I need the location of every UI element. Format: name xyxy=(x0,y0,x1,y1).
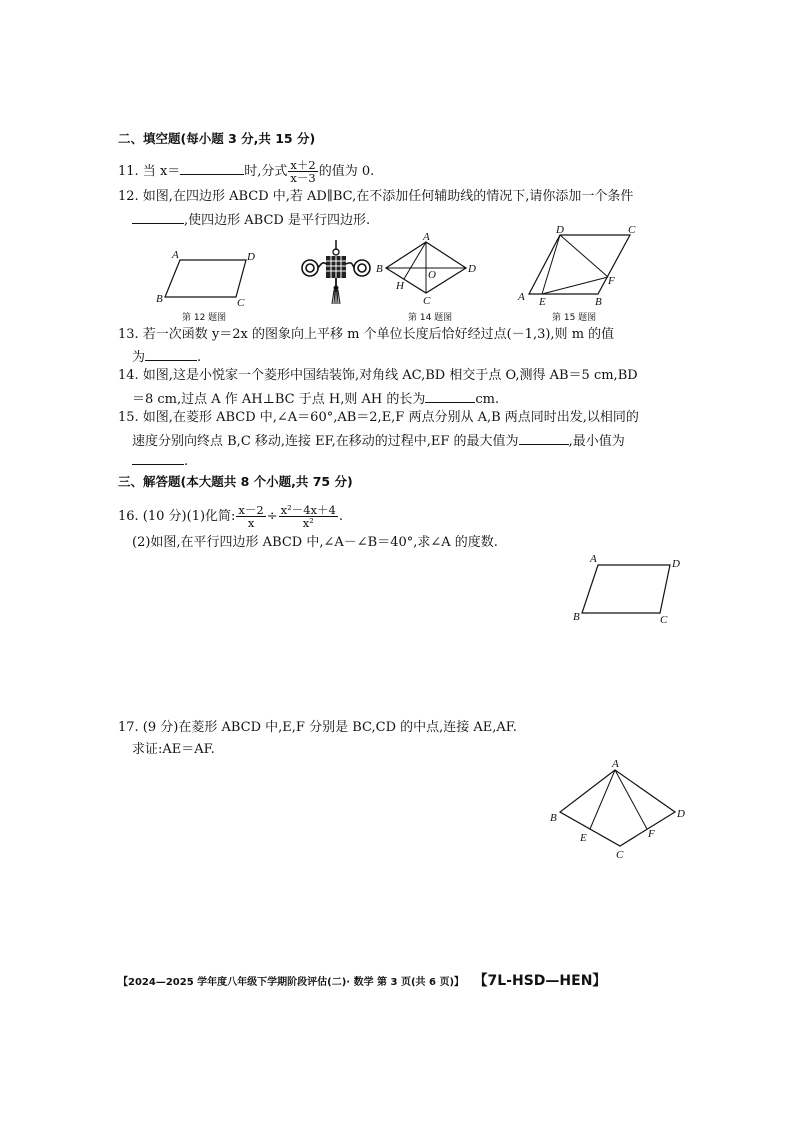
fig15-label-D: D xyxy=(556,224,564,236)
question-12-line2 xyxy=(132,210,370,229)
q11-fraction xyxy=(288,159,317,184)
q14-answer-blank[interactable] xyxy=(425,389,475,403)
q11-text-mid: 时,分式 xyxy=(244,164,288,179)
q16-f2-denominator: x² xyxy=(302,516,314,530)
fig16-label-D: D xyxy=(672,558,680,570)
q14-text-pre: ＝8 cm,过点 A 作 AH⊥BC 于点 H,则 AH 的长为 xyxy=(132,392,426,407)
question-13-line1: 13. 若一次函数 y＝2x 的图象向上平移 m 个单位长度后恰好经过点(－1,3),则 m 的值 xyxy=(118,327,615,342)
fig14-label-C: C xyxy=(423,295,431,307)
fig17-label-C: C xyxy=(616,849,624,861)
q16-fraction-1 xyxy=(236,504,265,529)
page-footer xyxy=(118,970,606,990)
fig12-label-C: C xyxy=(237,297,245,309)
figure-17-rhombus xyxy=(545,755,695,865)
fig12-label-A: A xyxy=(172,249,179,261)
figure-14-caption: 第 14 题图 xyxy=(408,313,453,323)
fig15-label-C: C xyxy=(628,224,636,236)
fig17-label-B: B xyxy=(550,812,557,824)
fig17-label-D: D xyxy=(677,808,685,820)
question-11 xyxy=(118,159,374,184)
fig17-label-F: F xyxy=(648,828,655,840)
q16-f1-numerator: x－2 xyxy=(238,503,264,517)
fig14-label-O: O xyxy=(428,269,436,281)
q16-f1-denominator: x xyxy=(247,516,255,530)
figure-16-parallelogram xyxy=(570,550,690,630)
question-16-part1 xyxy=(118,502,343,532)
q12-answer-blank[interactable] xyxy=(132,210,184,224)
q11-frac-denominator: x－3 xyxy=(290,171,316,185)
q16-text-pre: 16. (10 分)(1)化简: xyxy=(118,509,236,524)
fig14-label-A: A xyxy=(423,231,430,243)
question-17-line1: 17. (9 分)在菱形 ABCD 中,E,F 分别是 BC,CD 的中点,连接 AE,AF. xyxy=(118,720,517,735)
figure-15-rhombus xyxy=(512,222,647,312)
q13-text-post: . xyxy=(197,350,202,365)
fig12-label-D: D xyxy=(247,251,255,263)
question-14-line1: 14. 如图,这是小悦家一个菱形中国结装饰,对角线 AC,BD 相交于点 O,测得 AB＝5 cm,BD xyxy=(118,368,638,383)
question-15-line2 xyxy=(132,431,625,450)
figure-14-rhombus xyxy=(370,232,490,312)
q15-min-blank[interactable] xyxy=(132,451,184,465)
chinese-knot-image xyxy=(298,240,378,306)
q16-divide-sign: ÷ xyxy=(266,509,278,524)
q11-text-pre: 11. 当 x＝ xyxy=(118,164,181,179)
question-16-part2: (2)如图,在平行四边形 ABCD 中,∠A－∠B＝40°,求∠A 的度数. xyxy=(132,535,498,550)
footer-paper-code: 【7L-HSD—HEN】 xyxy=(473,973,607,989)
figure-12-parallelogram xyxy=(150,250,270,310)
q14-text-post: cm. xyxy=(475,392,500,407)
q11-text-post: 的值为 0. xyxy=(318,164,375,179)
q12-text-post: ,使四边形 ABCD 是平行四边形. xyxy=(184,213,371,228)
fig15-label-A: A xyxy=(518,291,525,303)
q15-text-end: . xyxy=(184,454,189,469)
q15-text-post: ,最小值为 xyxy=(568,434,625,449)
question-15-line1: 15. 如图,在菱形 ABCD 中,∠A＝60°,AB＝2,E,F 两点分别从 A,B 两点同时出发,以相同的 xyxy=(118,410,639,425)
q16-text-post: . xyxy=(338,509,343,524)
q13-answer-blank[interactable] xyxy=(145,347,197,361)
fig16-label-A: A xyxy=(590,553,597,565)
question-15-line3 xyxy=(132,451,188,470)
q16-f2-numerator: x²－4x＋4 xyxy=(280,503,336,517)
question-13-line2 xyxy=(132,347,201,366)
q13-text-pre: 为 xyxy=(132,350,146,365)
fig17-label-E: E xyxy=(580,832,587,844)
footer-exam-info: 【2024—2025 学年度八年级下学期阶段评估(二)· 数学 第 3 页(共 6 页)】 xyxy=(118,977,465,988)
fig16-label-B: B xyxy=(573,611,580,623)
fig16-label-C: C xyxy=(660,614,668,626)
section-title-solutions: 三、解答题(本大题共 8 个小题,共 75 分) xyxy=(118,474,353,489)
q11-answer-blank[interactable] xyxy=(180,161,244,175)
question-12-line1: 12. 如图,在四边形 ABCD 中,若 AD∥BC,在不添加任何辅助线的情况下,请你添加一个条件 xyxy=(118,189,634,204)
figure-12-caption: 第 12 题图 xyxy=(182,313,227,323)
q11-frac-numerator: x＋2 xyxy=(290,158,316,172)
fig15-label-F: F xyxy=(608,275,615,287)
q16-fraction-2 xyxy=(279,504,338,529)
fig15-label-E: E xyxy=(539,296,546,308)
fig15-label-B: B xyxy=(595,296,602,308)
fig14-label-B: B xyxy=(376,263,383,275)
fig14-label-D: D xyxy=(468,263,476,275)
section-title-fill-in: 二、填空题(每小题 3 分,共 15 分) xyxy=(118,131,316,146)
q15-max-blank[interactable] xyxy=(519,431,569,445)
figure-15-caption: 第 15 题图 xyxy=(552,313,597,323)
fig14-label-H: H xyxy=(396,280,404,292)
fig17-label-A: A xyxy=(612,758,619,770)
question-14-line2 xyxy=(132,389,499,408)
fig12-label-B: B xyxy=(156,293,163,305)
question-17-line2: 求证:AE＝AF. xyxy=(132,742,215,757)
q15-text-pre: 速度分别向终点 B,C 移动,连接 EF,在移动的过程中,EF 的最大值为 xyxy=(132,434,519,449)
